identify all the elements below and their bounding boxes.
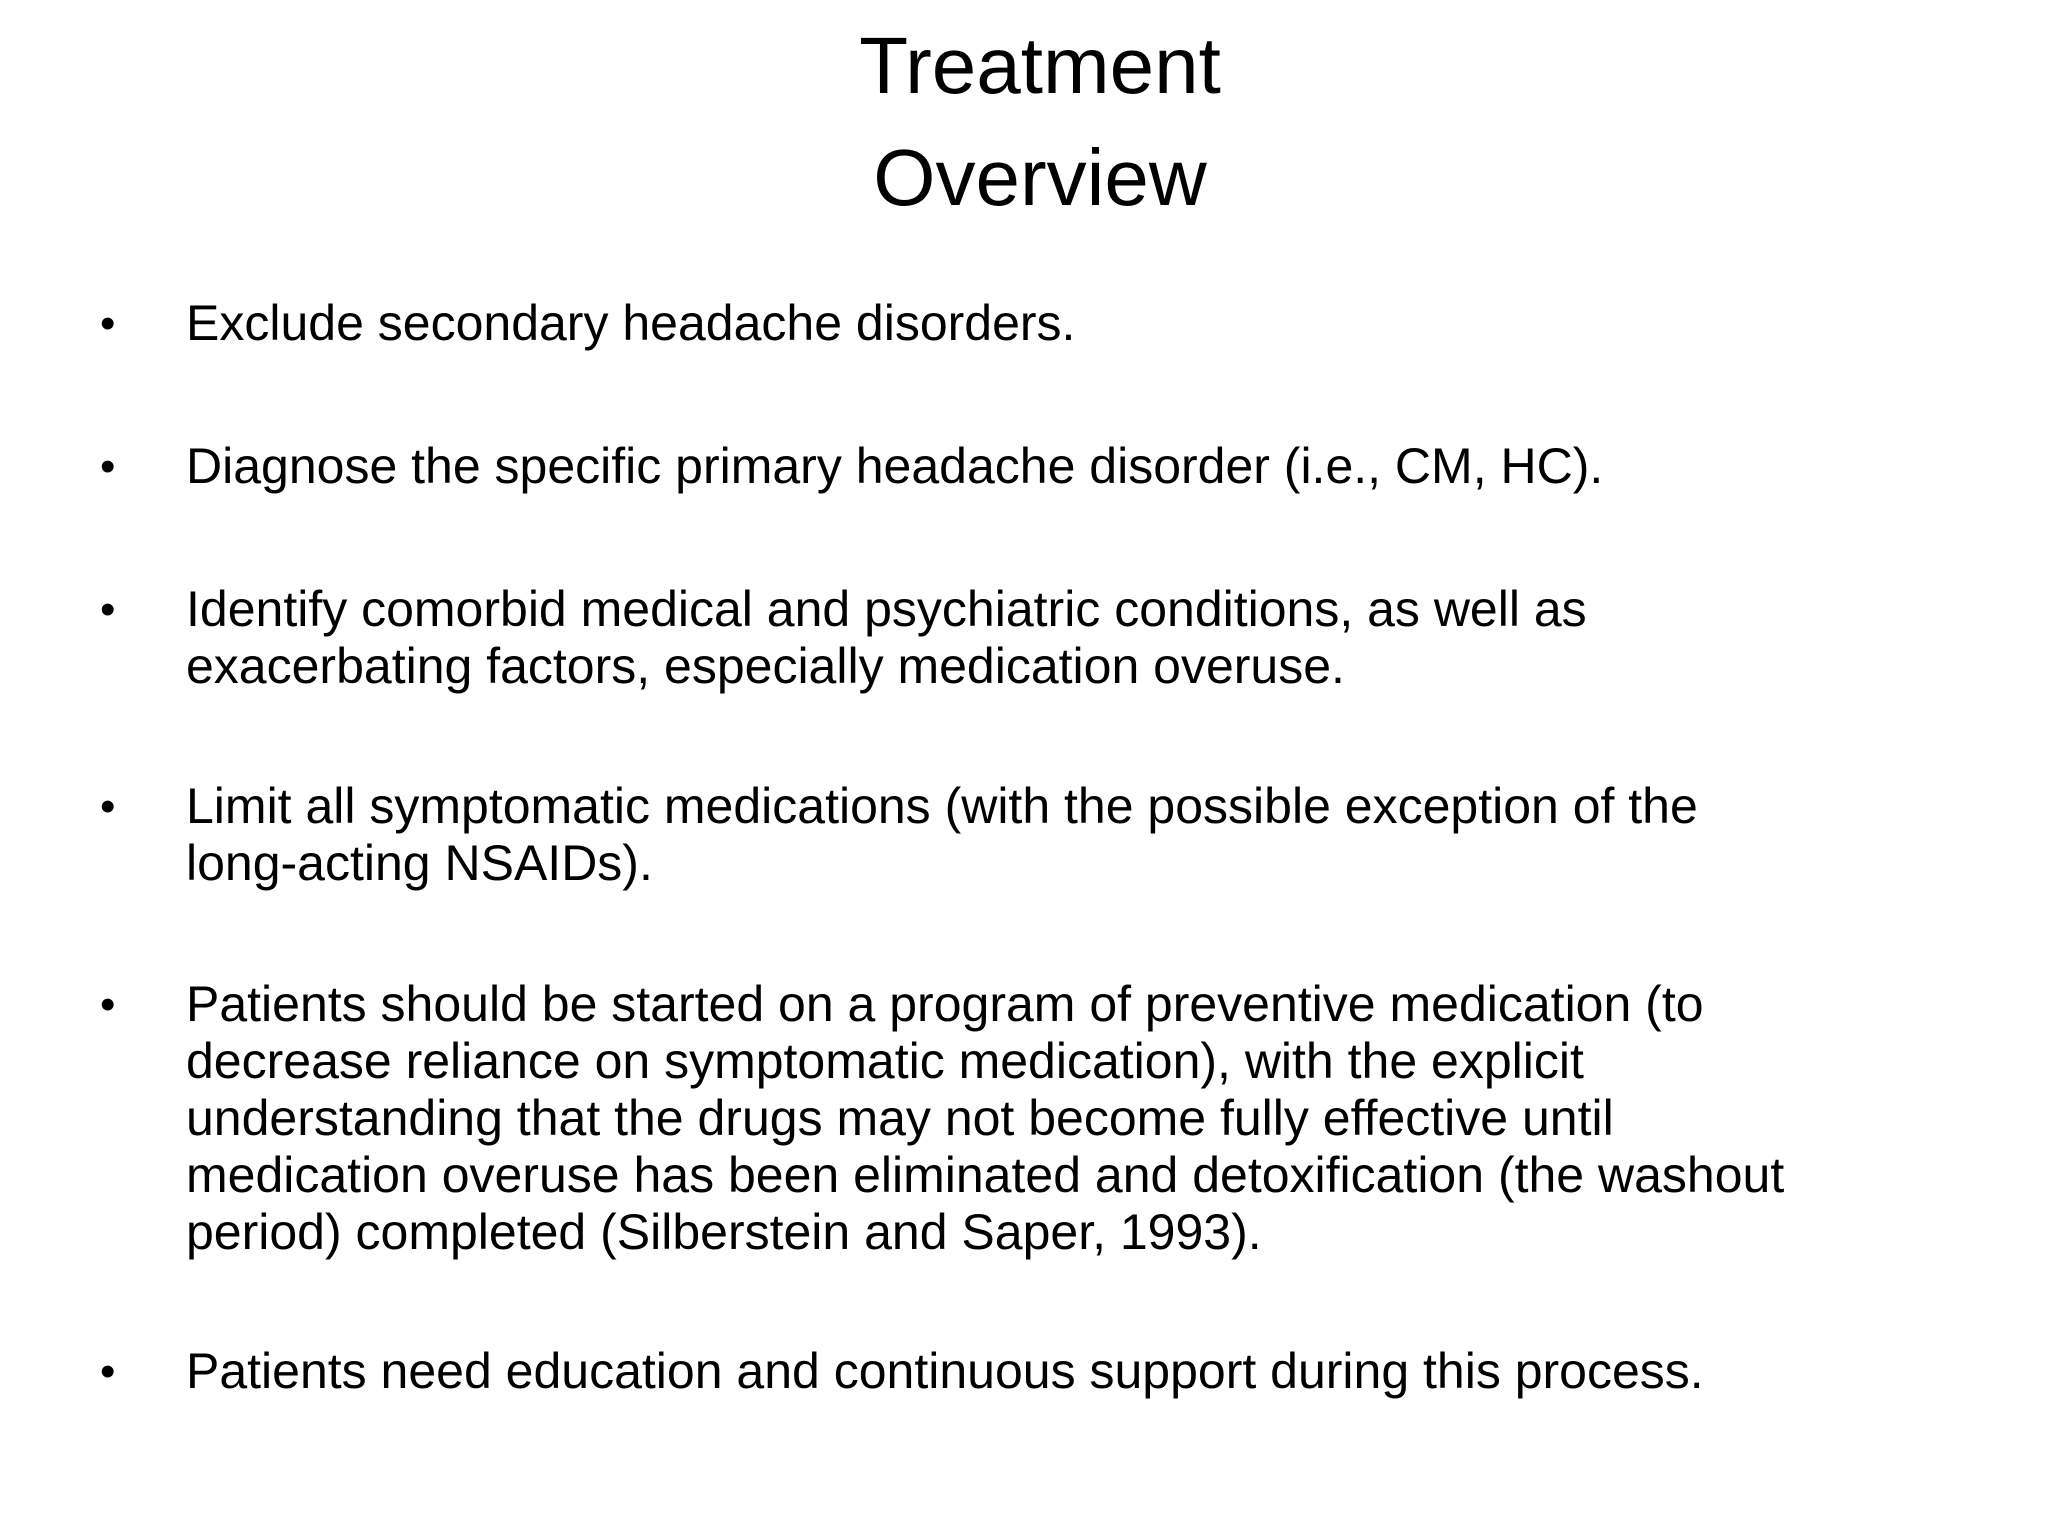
bullet-icon: • [100,442,116,491]
slide-title-line-2: Overview [873,133,1207,222]
bullet-text: Identify comorbid medical and psychiatric conditions, as well as exacerbating factors, especially medication overuse. [186,581,1587,694]
bullet-text: Patients should be started on a program of preventive medication (to decrease reliance on symptomatic medication), with the explicit understanding that the drugs may not become fully effective until medication overuse has been eliminated and detoxification (the washout period) completed (Silberstein and Saper, 1993). [186,976,1785,1260]
bullet-text: Diagnose the specific primary headache disorder (i.e., CM, HC). [186,438,1604,494]
slide-title [0,10,2048,234]
bullet-icon: • [100,782,116,831]
bullet-text: Limit all symptomatic medications (with the possible exception of the long-acting NSAIDs). [186,778,1698,891]
bullet-icon: • [100,980,116,1029]
bullet-text: Exclude secondary headache disorders. [186,295,1076,351]
slide-title-line-1: Treatment [859,21,1221,110]
bullet-text: Patients need education and continuous support during this process. [186,1343,1704,1399]
bullet-icon: • [100,299,116,348]
bullet-icon: • [100,1347,116,1396]
bullet-icon: • [100,585,116,634]
